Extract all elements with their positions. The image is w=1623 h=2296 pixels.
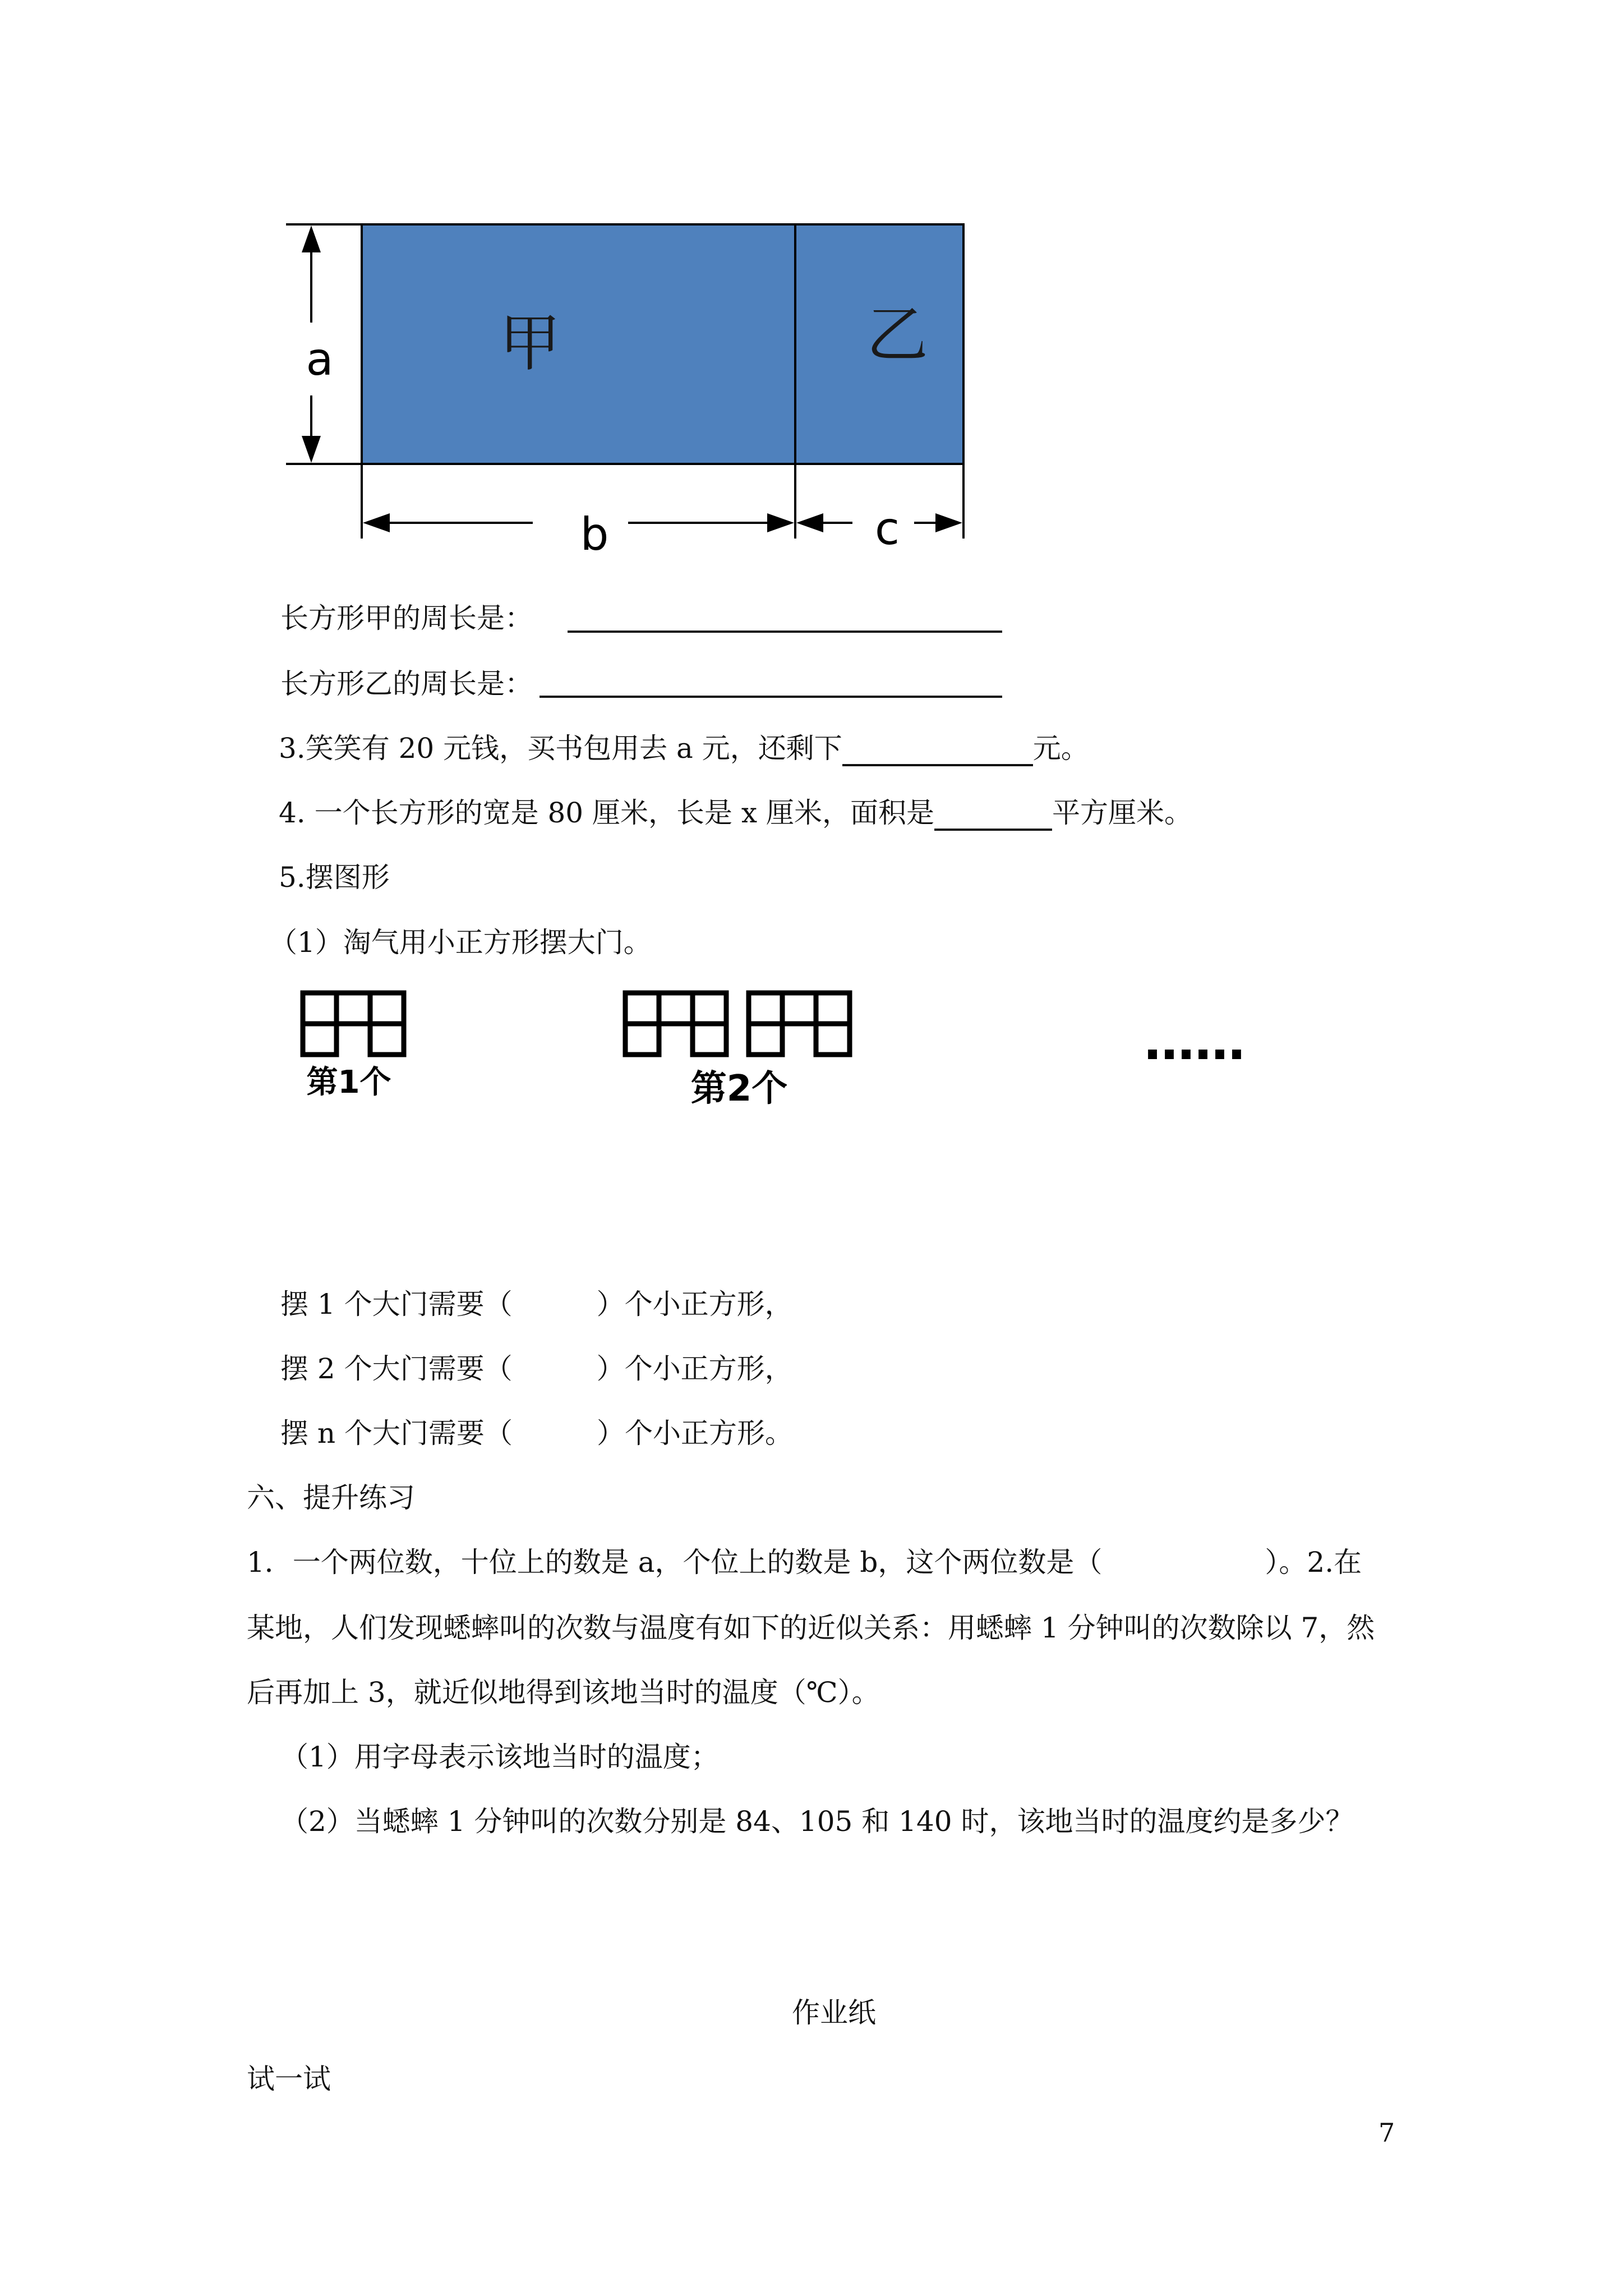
gate-figure-2a [625, 993, 726, 1055]
section-6-title: 六、提升练习 [247, 1481, 415, 1514]
section-6-paragraph-line-3: 后再加上 3，就近似地得到该地当时的温度（℃）。 [247, 1676, 880, 1709]
question-4-unit: 平方厘米。 [1052, 797, 1192, 829]
perimeter-yi-text: 长方形乙的周长是： [280, 668, 533, 700]
q5-answer-1-tail: ）个小正方形， [596, 1288, 793, 1320]
q5-answer-1-text: 摆 1 个大门需要（ [280, 1288, 513, 1320]
page-number: 7 [1378, 2118, 1395, 2148]
perimeter-jia-blank[interactable] [568, 631, 1002, 633]
label-c: c [875, 503, 900, 555]
label-yi: 乙 [866, 299, 928, 371]
q5-answer-2 [280, 1351, 793, 1387]
gate-figure-1 [303, 993, 404, 1055]
q5-answer-1 [280, 1286, 793, 1322]
question-3-text: 3.笑笑有 20 元钱，买书包用去 a 元，还剩下 [279, 732, 842, 765]
try-it-heading: 试一试 [247, 2063, 331, 2095]
question-5-sub1: （1）淘气用小正方形摆大门。 [269, 926, 652, 959]
q5-answer-2-text: 摆 2 个大门需要（ [280, 1352, 513, 1385]
perimeter-jia-text: 长方形甲的周长是： [280, 602, 533, 634]
q5-answer-2-tail: ）个小正方形， [596, 1352, 793, 1385]
section-6-p1-end: ）。2.在 [1265, 1546, 1362, 1579]
perimeter-yi-blank[interactable] [540, 696, 1002, 698]
section-6-p1-text: 1．一个两位数，十位上的数是 a，个位上的数是 b，这个两位数是（ [247, 1546, 1103, 1579]
gate-figure-1-label: 第1个 [306, 1064, 391, 1101]
section-6-sub1: （1）用字母表示该地当时的温度； [280, 1741, 719, 1773]
question-3-unit: 元。 [1032, 732, 1089, 765]
question-4 [279, 795, 1192, 831]
question-3 [279, 730, 1089, 766]
question-3-blank[interactable] [842, 736, 1033, 766]
gate-figure-2b [749, 993, 850, 1055]
rectangle-diagram [0, 0, 1623, 583]
section-6-sub2: （2）当蟋蟀 1 分钟叫的次数分别是 84、105 和 140 时，该地当时的温度约是多少？ [280, 1805, 1354, 1838]
q5-answer-3-tail: ）个小正方形。 [597, 1417, 793, 1450]
rectangle-jia [362, 224, 795, 464]
gate-figure-2-label: 第2个 [690, 1068, 788, 1110]
q5-answer-3-text: 摆 n 个大门需要（ [280, 1417, 513, 1450]
q5-answer-3 [280, 1415, 793, 1451]
section-6-paragraph-line-2: 某地，人们发现蟋蟀叫的次数与温度有如下的近似关系：用蟋蟀 1 分钟叫的次数除以 7，然 [247, 1612, 1375, 1644]
question-4-text: 4. 一个长方形的宽是 80 厘米，长是 x 厘米，面积是 [279, 797, 934, 829]
label-jia: 甲 [499, 307, 561, 379]
question-4-blank[interactable] [934, 800, 1052, 831]
gate-figures [0, 976, 1623, 1122]
worksheet-title: 作业纸 [792, 1996, 876, 2029]
ellipsis: …… [1144, 1013, 1245, 1071]
label-b: b [580, 508, 609, 560]
label-a: a [306, 333, 334, 385]
question-5-title: 5.摆图形 [279, 861, 390, 894]
section-6-paragraph-line-1 [247, 1544, 1362, 1580]
